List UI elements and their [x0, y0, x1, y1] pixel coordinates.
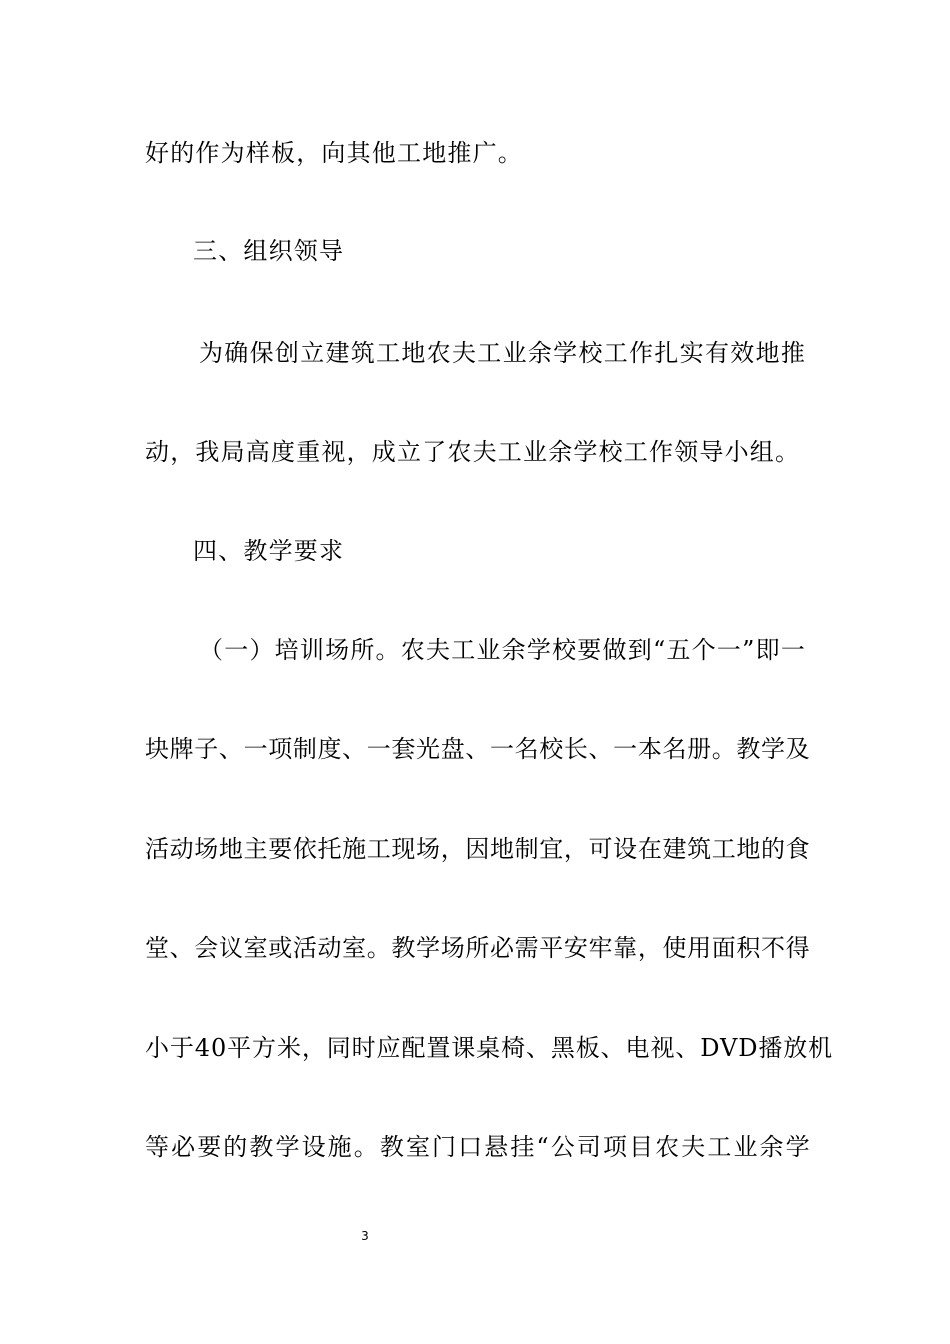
text-glyph: 因 — [465, 835, 490, 863]
text-glyph: 建 — [662, 835, 687, 863]
text-glyph: 场 — [194, 835, 219, 863]
text-glyph: 现 — [391, 835, 416, 863]
text-line-7 — [145, 733, 810, 765]
text-glyph: 牌 — [169, 735, 194, 763]
text-glyph: 有 — [704, 339, 729, 367]
text-glyph: 使 — [662, 934, 687, 962]
text-glyph: 动 — [169, 835, 194, 863]
text-glyph: 依 — [292, 835, 317, 863]
text-glyph: 校 — [578, 339, 603, 367]
text-glyph: 悬 — [484, 1133, 509, 1161]
text-glyph: 所 — [350, 636, 375, 664]
text-glyph: 学 — [785, 1133, 810, 1161]
text-glyph: 挂 — [510, 1133, 535, 1161]
text-glyph: 业 — [502, 339, 527, 367]
text-glyph: 施 — [327, 1133, 352, 1161]
text-glyph: ， — [440, 835, 465, 863]
text-glyph: 、 — [342, 735, 367, 763]
text-glyph: 托 — [317, 835, 342, 863]
text-glyph: 主 — [243, 835, 268, 863]
text-glyph: 设 — [613, 835, 638, 863]
text-glyph: 建 — [325, 339, 350, 367]
text-glyph: 学 — [553, 339, 578, 367]
text-glyph: 学 — [761, 735, 786, 763]
text-glyph: 培 — [274, 636, 299, 664]
text-glyph: 业 — [476, 636, 501, 664]
text-glyph: 、 — [465, 735, 490, 763]
text-glyph: 在 — [637, 835, 662, 863]
text-glyph: 五 — [666, 636, 691, 664]
text-glyph: 工 — [366, 835, 391, 863]
text-glyph: 制 — [514, 835, 539, 863]
text-glyph: 要 — [268, 835, 293, 863]
text-glyph: 场 — [325, 636, 350, 664]
text-glyph: 。 — [375, 636, 400, 664]
text-line-9 — [145, 932, 810, 964]
text-glyph: 得 — [785, 934, 810, 962]
text-glyph: 学 — [416, 934, 441, 962]
text-glyph: 会 — [194, 934, 219, 962]
text-glyph: 一 — [243, 735, 268, 763]
text-glyph: 效 — [730, 339, 755, 367]
text-glyph: 设 — [301, 1133, 326, 1161]
text-glyph: 训 — [299, 636, 324, 664]
text-glyph: 。 — [366, 934, 391, 962]
text-glyph: 名 — [514, 735, 539, 763]
text-glyph: 靠 — [613, 934, 638, 962]
text-glyph: 册 — [687, 735, 712, 763]
text-glyph: 块 — [145, 735, 169, 763]
text-glyph: 、 — [169, 934, 194, 962]
text-glyph: 套 — [391, 735, 416, 763]
text-glyph: 及 — [785, 735, 810, 763]
text-glyph: 议 — [218, 934, 243, 962]
text-glyph: 立 — [300, 339, 325, 367]
text-glyph: 实 — [679, 339, 704, 367]
page-number: 3 — [361, 1229, 369, 1243]
text-glyph: 教 — [379, 1133, 404, 1161]
text-glyph: 作 — [629, 339, 654, 367]
text-glyph: 一 — [613, 735, 638, 763]
text-glyph: 农 — [426, 339, 451, 367]
text-glyph: 工 — [707, 1133, 732, 1161]
text-glyph: 教 — [249, 1133, 274, 1161]
text-glyph: 工 — [451, 636, 476, 664]
text-glyph: 教 — [391, 934, 416, 962]
text-glyph: 室 — [405, 1133, 430, 1161]
text-glyph: 盘 — [440, 735, 465, 763]
text-glyph: 即 — [755, 636, 780, 664]
text-glyph: 。 — [353, 1133, 378, 1161]
text-glyph: 个 — [691, 636, 716, 664]
text-line-10: 小于40平方米，同时应配置课桌椅、黑板、电视、DVD播放机 — [145, 1034, 834, 1062]
text-glyph: ” — [742, 636, 755, 664]
text-glyph: 的 — [761, 835, 786, 863]
text-glyph: 门 — [432, 1133, 457, 1161]
text-glyph: 扎 — [654, 339, 679, 367]
text-glyph: 工 — [376, 339, 401, 367]
text-glyph: 室 — [243, 934, 268, 962]
text-glyph: 。 — [711, 735, 736, 763]
text-glyph: 光 — [416, 735, 441, 763]
text-glyph: 确 — [224, 339, 249, 367]
text-glyph: 业 — [733, 1133, 758, 1161]
text-glyph: 动 — [317, 934, 342, 962]
text-glyph: “ — [652, 636, 666, 664]
text-glyph: 要 — [577, 636, 602, 664]
text-glyph: 校 — [539, 735, 564, 763]
text-glyph: 要 — [197, 1133, 222, 1161]
text-glyph: 一 — [716, 636, 741, 664]
text-glyph: 地 — [755, 339, 780, 367]
text-glyph: 室 — [342, 934, 367, 962]
text-glyph: 项 — [602, 1133, 627, 1161]
text-glyph: 、 — [218, 735, 243, 763]
text-glyph: 学 — [275, 1133, 300, 1161]
text-glyph: “ — [536, 1133, 549, 1161]
text-glyph: （ — [199, 636, 223, 664]
text-glyph: 面 — [711, 934, 736, 962]
text-glyph: 余 — [759, 1133, 784, 1161]
text-glyph: 工 — [711, 835, 736, 863]
text-glyph: 口 — [458, 1133, 483, 1161]
section-heading-teaching: 四、教学要求 — [193, 537, 345, 565]
text-glyph: 校 — [552, 636, 577, 664]
text-glyph: 项 — [268, 735, 293, 763]
text-glyph: 余 — [501, 636, 526, 664]
text-glyph: 名 — [662, 735, 687, 763]
text-glyph: 施 — [342, 835, 367, 863]
text-glyph: 地 — [736, 835, 761, 863]
text-glyph: 的 — [223, 1133, 248, 1161]
text-glyph: 地 — [218, 835, 243, 863]
text-glyph: 工 — [603, 339, 628, 367]
text-glyph: 必 — [489, 934, 514, 962]
text-glyph: 平 — [539, 934, 564, 962]
text-glyph: 子 — [194, 735, 219, 763]
text-line-4: 动，我局高度重视，成立了农夫工业余学校工作领导小组。 — [145, 438, 801, 466]
text-glyph: 需 — [514, 934, 539, 962]
text-glyph: 、 — [588, 735, 613, 763]
text-glyph: 为 — [199, 339, 223, 367]
text-glyph: 安 — [563, 934, 588, 962]
text-line-3 — [199, 337, 805, 369]
text-glyph: 工 — [477, 339, 502, 367]
text-glyph: 余 — [527, 339, 552, 367]
text-glyph: 夫 — [425, 636, 450, 664]
text-glyph: 夫 — [681, 1133, 706, 1161]
text-glyph: 活 — [145, 835, 169, 863]
text-glyph: 一 — [366, 735, 391, 763]
text-glyph: 到 — [627, 636, 652, 664]
text-glyph: 必 — [171, 1133, 196, 1161]
text-glyph: 或 — [268, 934, 293, 962]
section-heading-organization: 三、组织领导 — [193, 237, 345, 265]
text-glyph: 农 — [655, 1133, 680, 1161]
text-glyph: 活 — [292, 934, 317, 962]
text-glyph: 堂 — [145, 934, 169, 962]
text-glyph: 地 — [401, 339, 426, 367]
text-glyph: 筑 — [350, 339, 375, 367]
text-glyph: 宜 — [539, 835, 564, 863]
text-glyph: 学 — [526, 636, 551, 664]
text-glyph: 度 — [317, 735, 342, 763]
text-glyph: 筑 — [687, 835, 712, 863]
text-glyph: 可 — [588, 835, 613, 863]
text-glyph: 一 — [489, 735, 514, 763]
text-glyph: 本 — [637, 735, 662, 763]
text-glyph: 积 — [736, 934, 761, 962]
text-glyph: 公 — [550, 1133, 575, 1161]
text-glyph: 推 — [780, 339, 805, 367]
text-glyph: 制 — [292, 735, 317, 763]
text-glyph: 农 — [400, 636, 425, 664]
text-glyph: 一 — [780, 636, 805, 664]
text-glyph: 夫 — [451, 339, 476, 367]
text-glyph: 司 — [576, 1133, 601, 1161]
text-glyph: 所 — [465, 934, 490, 962]
text-glyph: 场 — [416, 835, 441, 863]
text-glyph: ， — [637, 934, 662, 962]
text-glyph: 做 — [602, 636, 627, 664]
text-glyph: 保 — [249, 339, 274, 367]
text-glyph: 地 — [489, 835, 514, 863]
text-line-8 — [145, 833, 810, 865]
text-glyph: 牢 — [588, 934, 613, 962]
text-glyph: 等 — [145, 1133, 169, 1161]
text-glyph: ） — [249, 636, 274, 664]
text-line-6 — [199, 634, 805, 666]
text-glyph: 不 — [761, 934, 786, 962]
text-line-11 — [145, 1131, 810, 1163]
text-glyph: 用 — [687, 934, 712, 962]
text-glyph: 一 — [224, 636, 249, 664]
text-glyph: 长 — [563, 735, 588, 763]
text-glyph: 目 — [629, 1133, 654, 1161]
text-glyph: 创 — [274, 339, 299, 367]
text-line-1: 好的作为样板，向其他工地推广。 — [145, 139, 523, 167]
text-glyph: 场 — [440, 934, 465, 962]
text-glyph: ， — [563, 835, 588, 863]
text-glyph: 食 — [785, 835, 810, 863]
text-glyph: 教 — [736, 735, 761, 763]
